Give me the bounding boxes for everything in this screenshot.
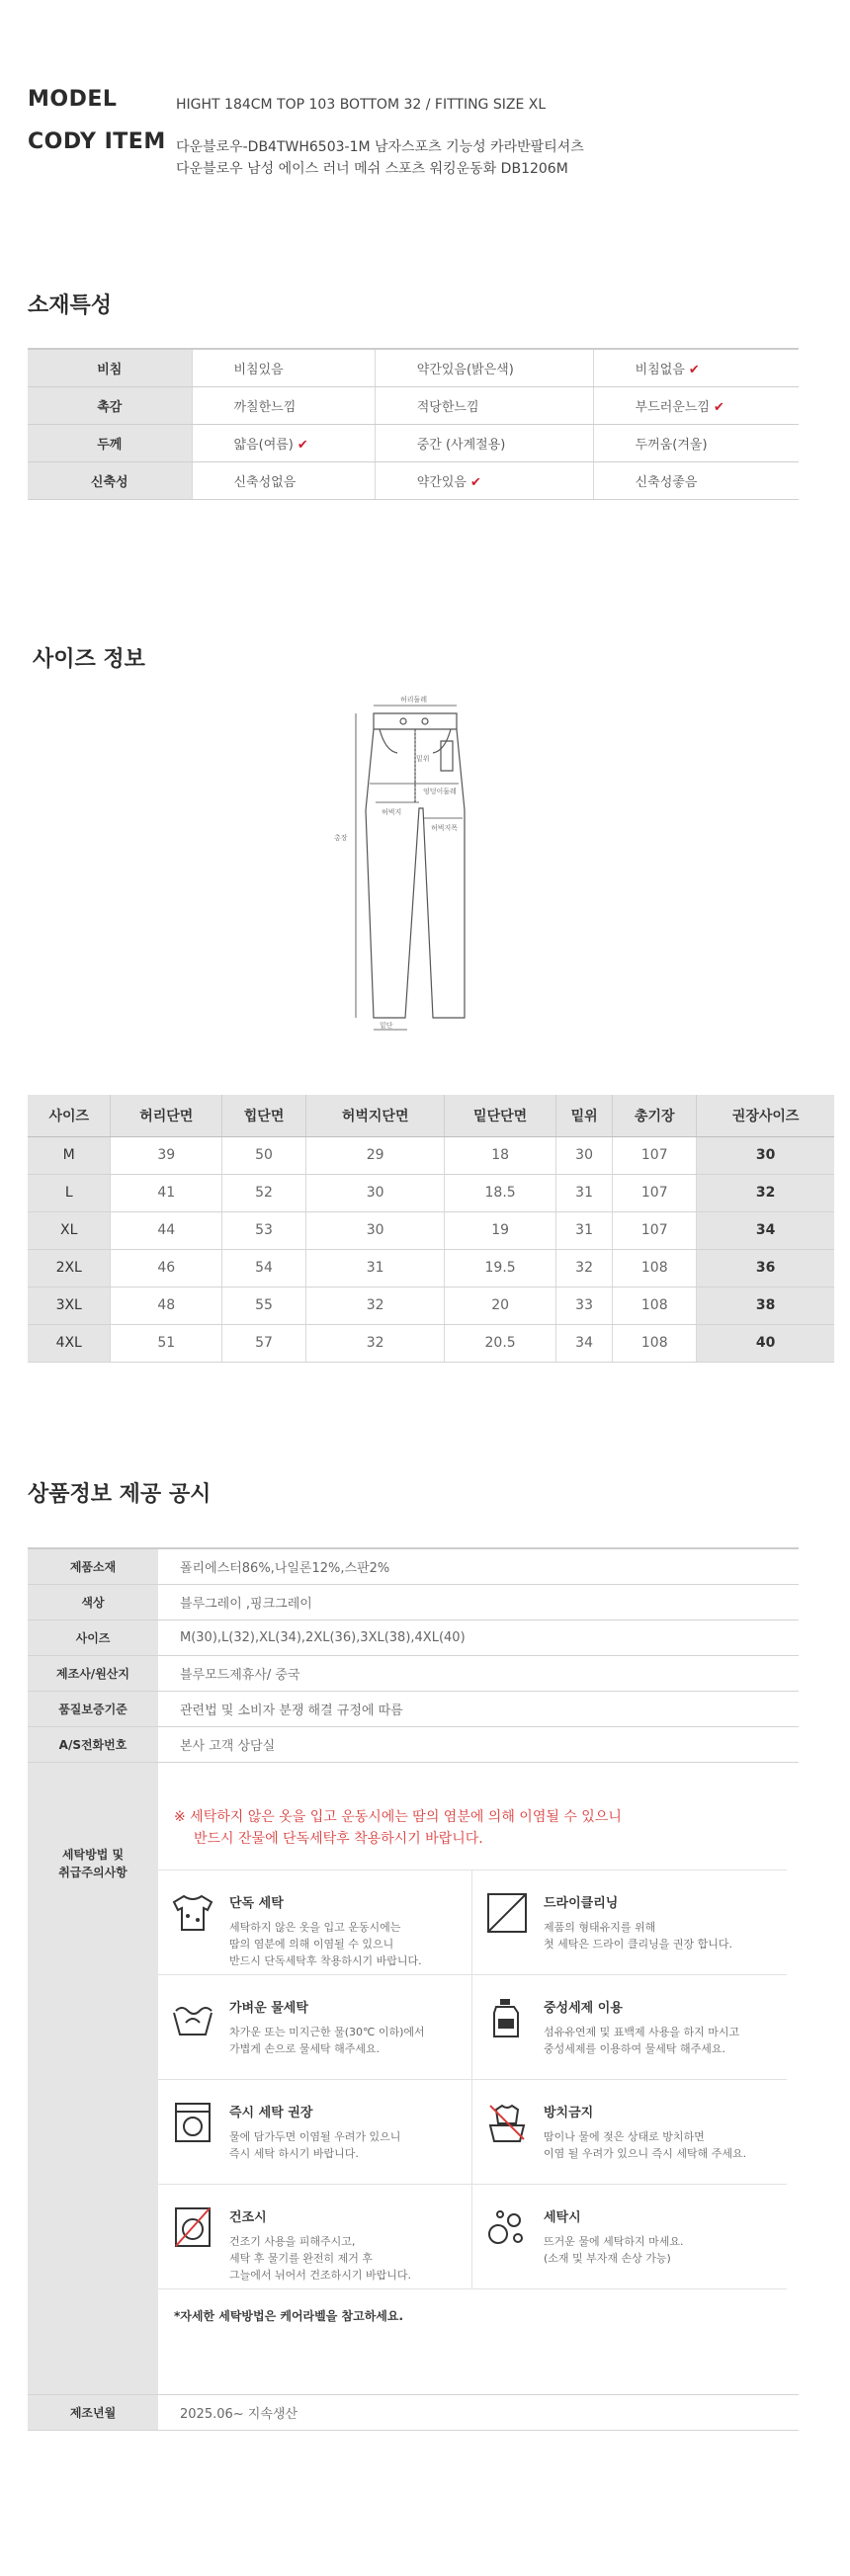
material-table: [28, 348, 799, 500]
size-cell: 4XL: [28, 1324, 111, 1362]
size-cell: 34: [697, 1211, 834, 1249]
option-text: 약간있음(밝은색): [416, 362, 514, 377]
date-label: 제조년월: [28, 2394, 158, 2430]
size-cell: 19.5: [445, 1249, 556, 1287]
material-option: [593, 461, 799, 499]
info-label: 품질보증기준: [28, 1691, 158, 1726]
info-value: 블루모드제휴사/ 중국: [158, 1655, 799, 1691]
care-text: [229, 2204, 411, 2288]
info-label: 색상: [28, 1584, 158, 1620]
size-cell: 2XL: [28, 1249, 111, 1287]
size-cell: 32: [697, 1174, 834, 1211]
info-value: M(30),L(32),XL(34),2XL(36),3XL(38),4XL(40): [158, 1620, 799, 1655]
hem-label: 밑단: [380, 1022, 393, 1030]
size-cell: 20: [445, 1287, 556, 1324]
size-cell: 31: [555, 1211, 612, 1249]
material-title: 소재특성: [28, 293, 113, 318]
care-text: [229, 2100, 400, 2184]
size-cell: M: [28, 1136, 111, 1174]
size-cell: 57: [222, 1324, 306, 1362]
care-warning: [158, 1763, 787, 1870]
size-cell: 50: [222, 1136, 306, 1174]
option-text: 신축성좋음: [635, 474, 698, 490]
size-cell: 107: [613, 1136, 697, 1174]
check-icon: ✔: [688, 362, 700, 377]
tshirt-icon: [170, 1890, 215, 1936]
info-value: 본사 고객 상담실: [158, 1726, 799, 1762]
size-cell: 44: [111, 1211, 222, 1249]
size-cell: 108: [613, 1287, 697, 1324]
option-text: 비침있음: [233, 362, 284, 377]
material-option: [192, 349, 375, 386]
info-row: [28, 1584, 799, 1620]
model-value: HIGHT 184CM TOP 103 BOTTOM 32 / FITTING SIZE XL: [176, 97, 547, 113]
info-row: [28, 1620, 799, 1655]
size-cell: 33: [555, 1287, 612, 1324]
rise-label: 밑위: [416, 755, 430, 763]
material-option: [593, 386, 799, 424]
detergent-icon: [484, 1995, 530, 2040]
info-label: 제품소재: [28, 1548, 158, 1584]
material-option: [192, 424, 375, 461]
info-row: [28, 1655, 799, 1691]
size-cell: 54: [222, 1249, 306, 1287]
size-header: 밑단단면: [445, 1095, 556, 1136]
care-text: [229, 1890, 422, 1974]
warning-line-1: ※ 세탁하지 않은 옷을 입고 운동시에는 땀의 염분에 의해 이염될 수 있으니: [174, 1808, 622, 1825]
cody-label: CODY ITEM: [28, 129, 166, 154]
hand-wash-icon: [170, 1995, 215, 2040]
option-text: 약간있음: [416, 474, 467, 490]
material-row: [28, 461, 799, 499]
size-cell: 51: [111, 1324, 222, 1362]
care-title: 가벼운 물세탁: [229, 2000, 308, 2016]
care-desc: 건조기 사용을 피해주시고, 세탁 후 물기를 완전히 제거 후 그늘에서 뉘어서 건조하시기 바랍니다.: [229, 2234, 412, 2282]
option-text: 비침없음: [635, 362, 685, 377]
care-desc: 물에 담가두면 이염될 우려가 있으니 즉시 세탁 하시기 바랍니다.: [229, 2129, 401, 2160]
size-cell: 53: [222, 1211, 306, 1249]
size-cell: 30: [555, 1136, 612, 1174]
size-cell: 52: [222, 1174, 306, 1211]
material-option: [375, 349, 593, 386]
care-desc: 땀이나 물에 젖은 상태로 방치하면 이염 될 우려가 있으니 즉시 세탁해 주세요.: [544, 2129, 747, 2160]
info-label: 제조사/원산지: [28, 1655, 158, 1691]
care-title: 즉시 세탁 권장: [229, 2105, 313, 2120]
size-cell: 34: [555, 1324, 612, 1362]
size-row: [28, 1174, 834, 1211]
size-cell: 107: [613, 1174, 697, 1211]
material-row: [28, 386, 799, 424]
size-cell: 31: [306, 1249, 445, 1287]
material-row: [28, 424, 799, 461]
size-cell: 32: [555, 1249, 612, 1287]
product-info-title: 상품정보 제공 공시: [28, 1482, 212, 1507]
total-label: 총장: [334, 834, 348, 842]
option-text: 중간 (사계절용): [416, 437, 506, 453]
care-title: 드라이클리닝: [544, 1895, 619, 1911]
care-label: 세탁방법 및 취급주의사항: [28, 1762, 158, 2394]
info-row: [28, 1691, 799, 1726]
size-cell: 36: [697, 1249, 834, 1287]
option-text: 까칠한느낌: [233, 399, 297, 415]
material-option: [375, 461, 593, 499]
care-title: 단독 세탁: [229, 1895, 284, 1911]
cody-row: [28, 129, 818, 180]
info-value: 폴리에스터86%,나일론12%,스판2%: [158, 1548, 799, 1584]
info-label: 사이즈: [28, 1620, 158, 1655]
option-text: 신축성없음: [233, 474, 297, 490]
care-note: *자세한 세탁방법은 케어라벨을 참고하세요.: [174, 2308, 404, 2323]
thigh-label: 허벅지: [382, 808, 402, 816]
check-icon: ✔: [713, 399, 724, 415]
size-info-title: 사이즈 정보: [33, 647, 145, 672]
option-text: 부드러운느낌: [635, 399, 710, 415]
material-label: 비침: [28, 349, 192, 386]
size-cell: 39: [111, 1136, 222, 1174]
material-option: [375, 424, 593, 461]
info-row: [28, 1548, 799, 1584]
size-header: 허리단면: [111, 1095, 222, 1136]
size-cell: 30: [697, 1136, 834, 1174]
size-cell: 31: [555, 1174, 612, 1211]
option-text: 얇음(여름): [233, 437, 294, 453]
option-text: 적당한느낌: [416, 399, 479, 415]
washing-machine-icon: [170, 2100, 215, 2145]
size-row: [28, 1211, 834, 1249]
model-info: [28, 87, 818, 180]
size-cell: 32: [306, 1287, 445, 1324]
pants-diagram: [316, 692, 514, 1038]
size-header: 권장사이즈: [697, 1095, 834, 1136]
info-value: 블루그레이 ,핑크그레이: [158, 1584, 799, 1620]
care-item: [472, 2080, 787, 2185]
size-header: 사이즈: [28, 1095, 111, 1136]
dryer-icon: [170, 2204, 215, 2250]
material-option: [593, 424, 799, 461]
care-item: [158, 2080, 472, 2185]
care-title: 중성세제 이용: [544, 2000, 623, 2016]
check-icon: ✔: [297, 437, 308, 453]
material-option: [593, 349, 799, 386]
cody-item-2: 다운블로우 남성 에이스 러너 메쉬 스포츠 워킹운동화 DB1206M: [176, 161, 568, 177]
size-header: 밑위: [555, 1095, 612, 1136]
size-header: 힙단면: [222, 1095, 306, 1136]
warning-line-2: 반드시 잔물에 단독세탁후 착용하시기 바랍니다.: [194, 1830, 483, 1847]
care-title: 방치금지: [544, 2105, 594, 2120]
care-title: 세탁시: [544, 2209, 581, 2225]
care-desc: 뜨거운 물에 세탁하지 마세요. (소재 및 부자재 손상 가능): [544, 2234, 684, 2265]
no-soak-icon: [484, 2100, 530, 2145]
button-mark: [400, 718, 406, 724]
care-text: [544, 2204, 684, 2288]
size-header: 총기장: [613, 1095, 697, 1136]
care-item: [158, 1870, 472, 1975]
model-label: MODEL: [28, 87, 118, 112]
care-row: [28, 1762, 799, 2394]
size-row: [28, 1287, 834, 1324]
size-cell: L: [28, 1174, 111, 1211]
date-row: [28, 2394, 799, 2430]
size-cell: 48: [111, 1287, 222, 1324]
material-label: 촉감: [28, 386, 192, 424]
size-cell: 18.5: [445, 1174, 556, 1211]
material-row: [28, 349, 799, 386]
option-text: 두꺼움(겨울): [635, 437, 708, 453]
size-cell: 46: [111, 1249, 222, 1287]
size-row: [28, 1249, 834, 1287]
size-cell: 41: [111, 1174, 222, 1211]
size-cell: 108: [613, 1324, 697, 1362]
size-row: [28, 1136, 834, 1174]
size-cell: 40: [697, 1324, 834, 1362]
info-label: A/S전화번호: [28, 1726, 158, 1762]
size-cell: 29: [306, 1136, 445, 1174]
size-cell: 38: [697, 1287, 834, 1324]
model-row: [28, 87, 818, 116]
material-label: 신축성: [28, 461, 192, 499]
care-item: [158, 1975, 472, 2080]
dry-clean-icon: [484, 1890, 530, 1936]
size-cell: 30: [306, 1174, 445, 1211]
info-row: [28, 1726, 799, 1762]
thigh-width-label: 허벅지폭: [431, 824, 459, 832]
size-cell: 20.5: [445, 1324, 556, 1362]
care-text: [229, 1995, 425, 2079]
care-grid: [158, 1870, 787, 2289]
size-cell: 32: [306, 1324, 445, 1362]
care-item: [472, 1870, 787, 1975]
care-title: 건조시: [229, 2209, 267, 2225]
material-label: 두께: [28, 424, 192, 461]
care-desc: 섬유유연제 및 표백제 사용을 하지 마시고 중성세제를 이용하여 물세탁 해주세요.: [544, 2025, 740, 2055]
size-cell: 30: [306, 1211, 445, 1249]
care-desc: 세탁하지 않은 옷을 입고 운동시에는 땀의 염분에 의해 이염될 수 있으니 반드시 단독세탁후 착용하시기 바랍니다.: [229, 1920, 422, 1967]
info-value: 관련법 및 소비자 분쟁 해결 규정에 따름: [158, 1691, 799, 1726]
cody-item-1: 다운블로우-DB4TWH6503-1M 남자스포츠 기능성 카라반팔티셔츠: [176, 139, 584, 155]
care-desc: 차가운 또는 미지근한 물(30℃ 이하)에서 가볍게 손으로 물세탁 해주세요.: [229, 2025, 425, 2055]
size-cell: 18: [445, 1136, 556, 1174]
check-icon: ✔: [469, 474, 481, 490]
care-text: [544, 1995, 739, 2079]
material-option: [192, 386, 375, 424]
hip-label: 엉덩이둘레: [423, 788, 457, 795]
size-cell: 19: [445, 1211, 556, 1249]
care-item: [158, 2185, 472, 2289]
size-row: [28, 1324, 834, 1362]
care-item: [472, 1975, 787, 2080]
care-text: [544, 2100, 746, 2184]
care-text: [544, 1890, 732, 1974]
material-option: [375, 386, 593, 424]
product-info-table: [28, 1547, 799, 2431]
material-option: [192, 461, 375, 499]
size-table: [28, 1095, 834, 1363]
bubbles-icon: [484, 2204, 530, 2250]
size-cell: 55: [222, 1287, 306, 1324]
date-value: 2025.06~ 지속생산: [158, 2394, 799, 2430]
size-cell: 108: [613, 1249, 697, 1287]
cody-value: [176, 129, 584, 180]
size-header: 허벅지단면: [306, 1095, 445, 1136]
size-cell: XL: [28, 1211, 111, 1249]
size-cell: 107: [613, 1211, 697, 1249]
size-cell: 3XL: [28, 1287, 111, 1324]
waist-label: 허리둘레: [400, 696, 428, 704]
care-item: [472, 2185, 787, 2289]
care-desc: 제품의 형태유지를 위해 첫 세탁은 드라이 클리닝을 권장 합니다.: [544, 1920, 732, 1951]
